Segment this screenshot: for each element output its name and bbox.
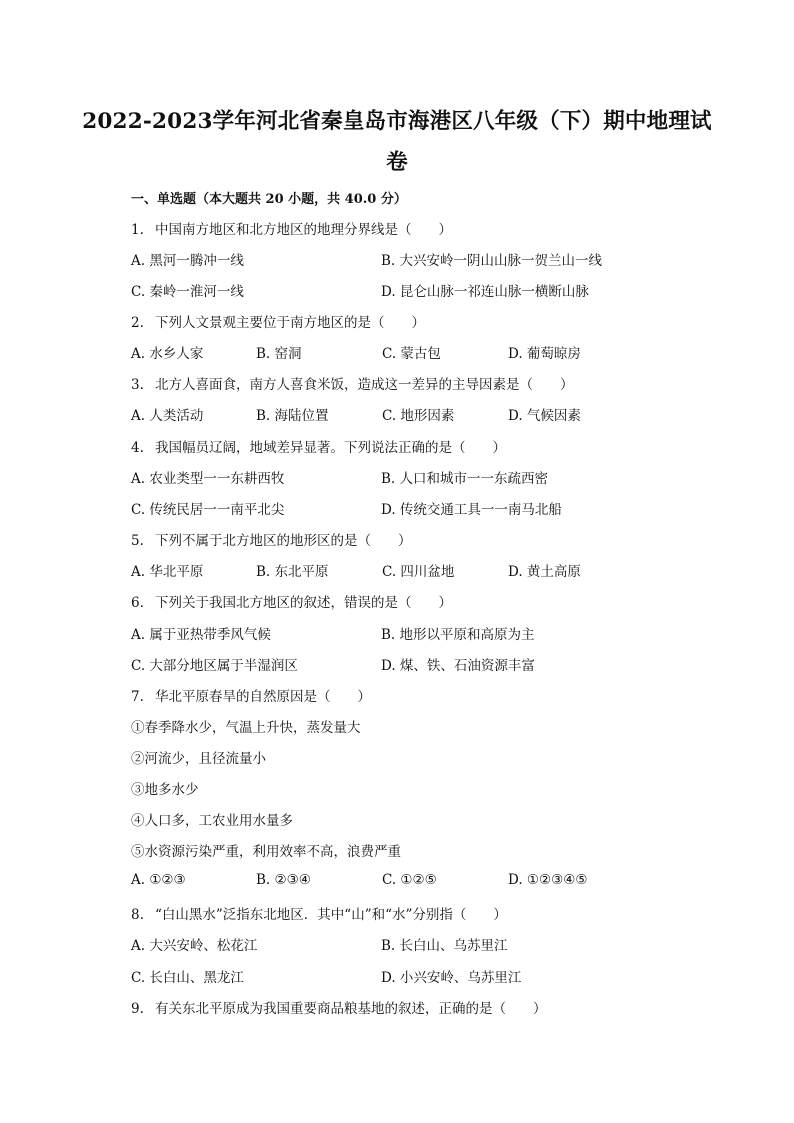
statement-1: ①春季降水少，气温上升快，蒸发量大	[131, 720, 361, 736]
option-c: C. 传统民居一一南平北尖	[131, 502, 285, 518]
statement-2: ②河流少，且径流量小	[131, 751, 266, 767]
option-d: D. 黄土高原	[508, 564, 581, 580]
exam-title-line1: 2022-2023学年河北省秦皇岛市海港区八年级（下）期中地理试	[82, 109, 712, 134]
question-6	[131, 591, 452, 611]
option-b: B. 窑洞	[256, 346, 302, 362]
question-number: 8.	[131, 907, 144, 923]
option-b: B. 地形以平原和高原为主	[381, 627, 535, 643]
option-c: C. 地形因素	[382, 408, 455, 424]
exam-title-line2: 卷	[386, 150, 408, 175]
option-a: A. 华北平原	[131, 564, 204, 580]
option-a: A. 黑河一腾冲一线	[131, 253, 244, 269]
question-text: 有关东北平原成为我国重要商品粮基地的叙述，正确的是（ ）	[155, 1001, 547, 1017]
question-text: 下列人文景观主要位于南方地区的是（ ）	[155, 315, 425, 331]
option-c: C. 秦岭一淮河一线	[131, 284, 244, 300]
option-a: A. 大兴安岭、松花江	[131, 938, 258, 954]
statement-5: ⑤水资源污染严重，利用效率不高，浪费严重	[131, 844, 401, 860]
option-d: D. 小兴安岭、乌苏里江	[381, 970, 522, 986]
option-c: C. ①②⑤	[382, 872, 437, 888]
option-d: D. 传统交通工具一一南马北船	[381, 502, 562, 518]
option-d: D. 葡萄晾房	[508, 346, 581, 362]
option-d: D. 煤、铁、石油资源丰富	[381, 658, 535, 674]
option-b: B. 长白山、乌苏里江	[381, 938, 508, 954]
option-a: A. 农业类型一一东耕西牧	[131, 471, 285, 487]
option-a: A. 水乡人家	[131, 346, 204, 362]
option-b: B. 东北平原	[256, 564, 329, 580]
question-2	[131, 311, 425, 331]
statement-3: ③地多水少	[131, 782, 199, 798]
option-b: B. 海陆位置	[256, 408, 329, 424]
question-text: 我国幅员辽阔，地域差异显著。下列说法正确的是（ ）	[155, 440, 506, 456]
section-heading: 一、单选题（本大题共 20 小题，共 40.0 分）	[131, 192, 407, 207]
question-8	[131, 903, 507, 923]
question-number: 7.	[131, 689, 144, 705]
question-text: 下列不属于北方地区的地形区的是（ ）	[155, 533, 412, 549]
question-7	[131, 685, 371, 705]
question-5	[131, 529, 412, 549]
question-number: 4.	[131, 440, 144, 456]
option-c: C. 蒙古包	[382, 346, 441, 362]
question-text: 北方人喜面食，南方人喜食米饭，造成这一差异的主导因素是（ ）	[155, 377, 574, 393]
option-c: C. 大部分地区属于半湿润区	[131, 658, 298, 674]
question-number: 1.	[131, 222, 144, 238]
question-1	[131, 218, 452, 238]
question-3	[131, 373, 574, 393]
question-number: 5.	[131, 533, 144, 549]
question-number: 2.	[131, 315, 144, 331]
question-text: 华北平原春旱的自然原因是（ ）	[155, 689, 371, 705]
question-number: 9.	[131, 1001, 144, 1017]
option-b: B. 大兴安岭一阴山山脉一贺兰山一线	[381, 253, 603, 269]
question-text: “白山黑水”泛指东北地区．其中“山”和“水”分别指（ ）	[155, 907, 507, 923]
question-number: 6.	[131, 595, 144, 611]
option-d: D. 气候因素	[508, 408, 581, 424]
option-b: B. ②③④	[256, 872, 311, 888]
statement-4: ④人口多，工农业用水量多	[131, 813, 293, 829]
option-d: D. ①②③④⑤	[508, 872, 588, 888]
question-4	[131, 436, 506, 456]
option-b: B. 人口和城市一一东疏西密	[381, 471, 549, 487]
question-number: 3.	[131, 377, 144, 393]
option-d: D. 昆仑山脉一祁连山脉一横断山脉	[381, 284, 589, 300]
option-a: A. 人类活动	[131, 408, 204, 424]
option-a: A. 属于亚热带季风气候	[131, 627, 271, 643]
question-text: 下列关于我国北方地区的叙述，错误的是（ ）	[155, 595, 452, 611]
option-c: C. 四川盆地	[382, 564, 455, 580]
question-text: 中国南方地区和北方地区的地理分界线是（ ）	[155, 222, 452, 238]
question-9	[131, 997, 547, 1017]
option-c: C. 长白山、黑龙江	[131, 970, 244, 986]
option-a: A. ①②③	[131, 872, 186, 888]
